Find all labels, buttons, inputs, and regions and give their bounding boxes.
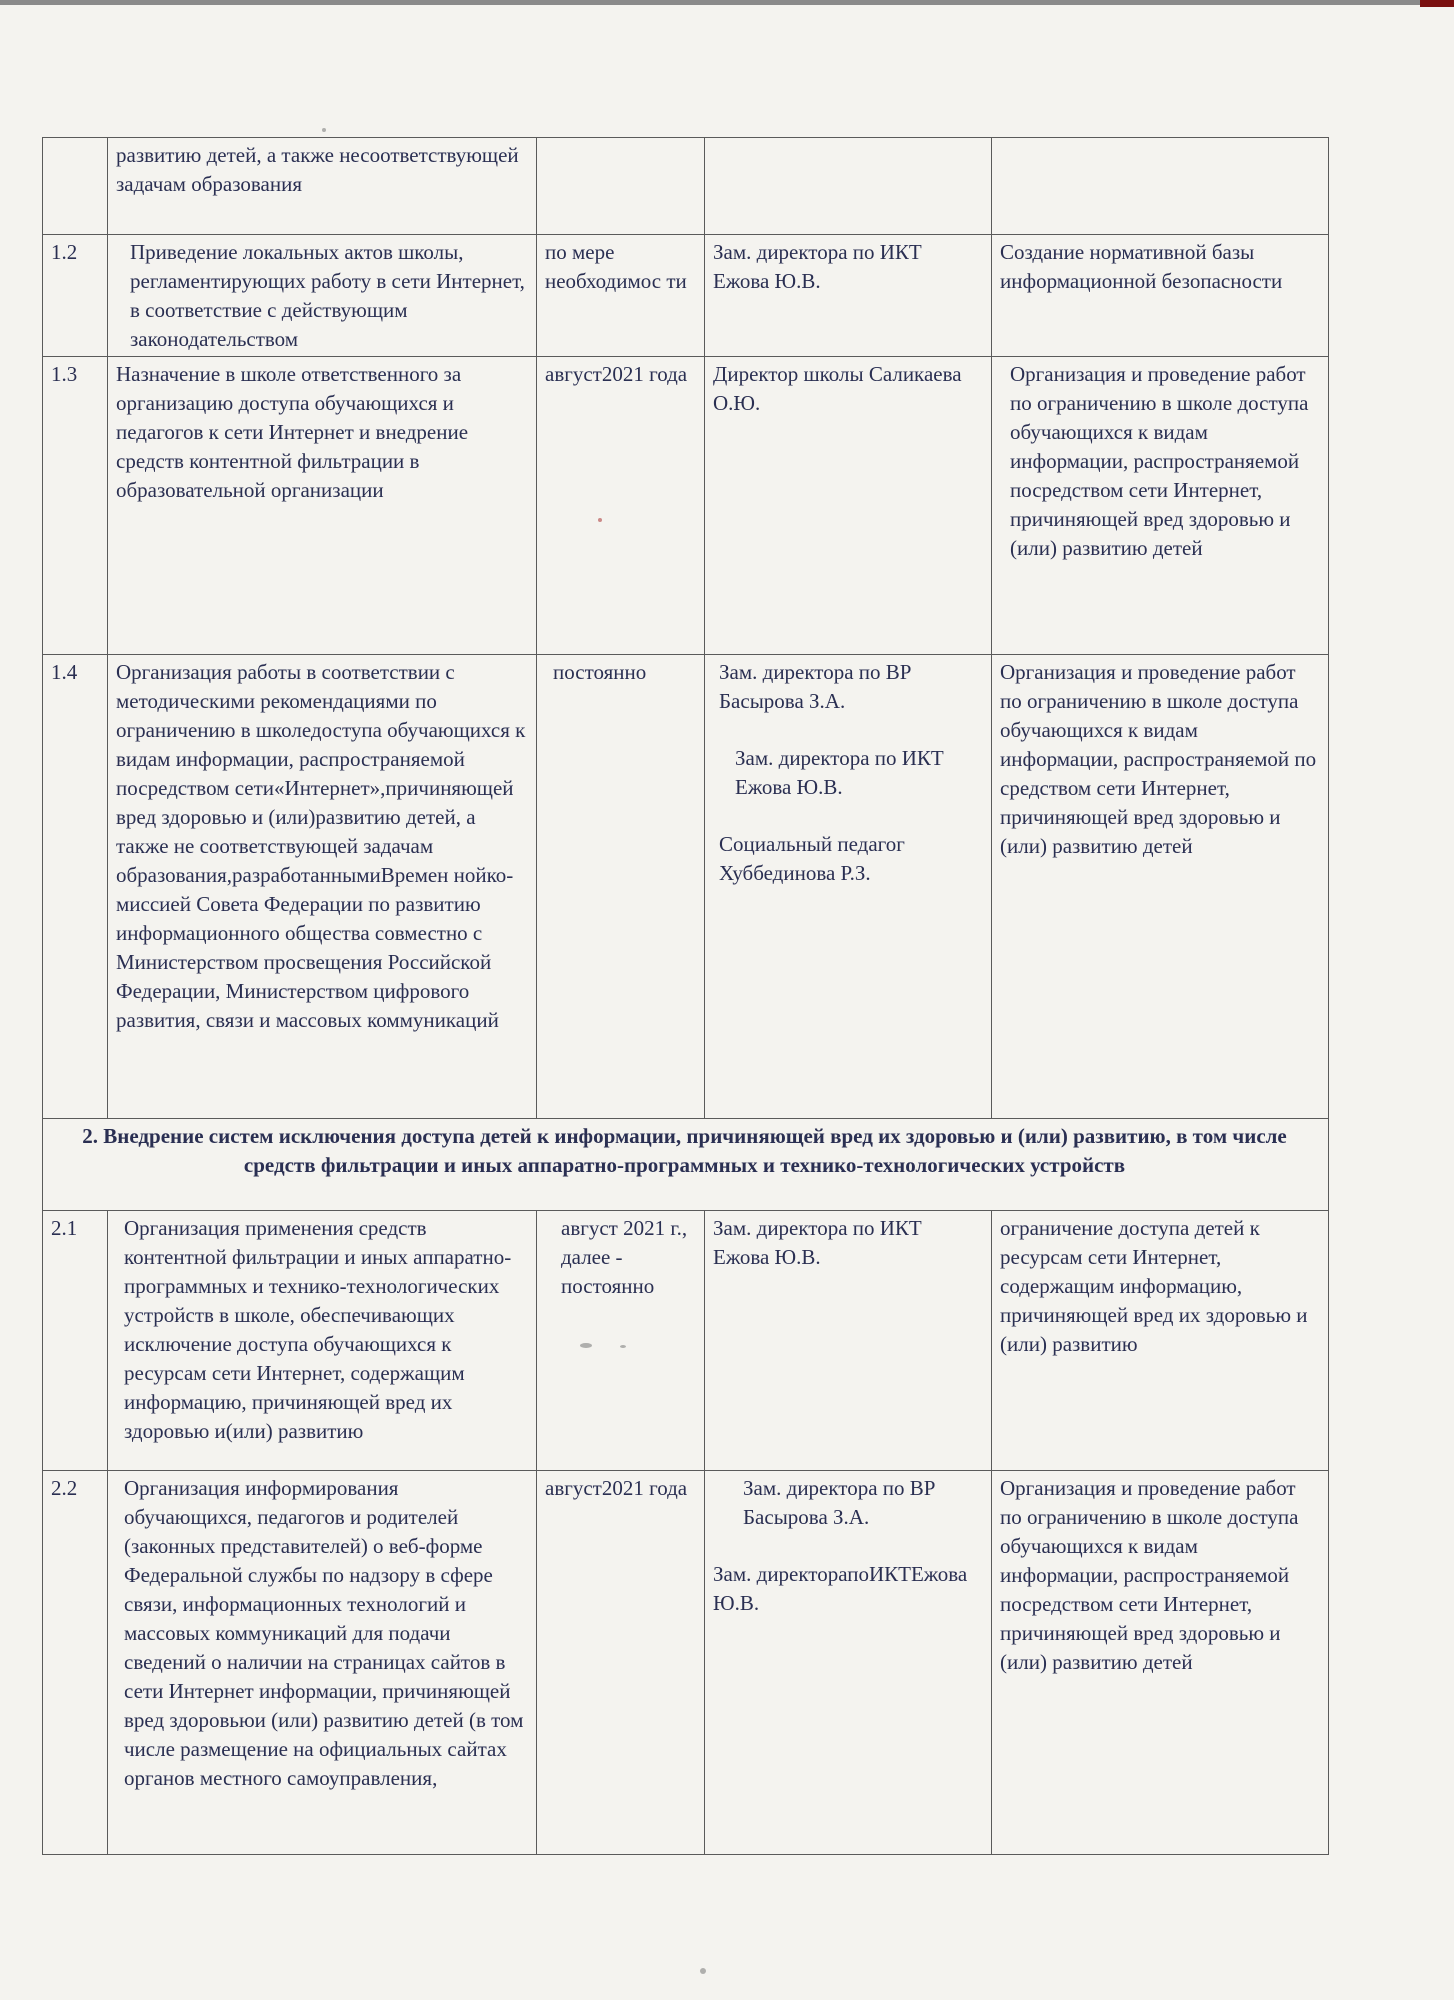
scan-speck <box>322 128 326 132</box>
term-cell: август2021 года <box>537 1470 705 1854</box>
table-row <box>43 356 1329 654</box>
responsible-person: Директор школы Саликаева О.Ю. <box>713 361 962 415</box>
activity-cell: Организация работы в соответствии с методическими рекомендациями по ограничению в школедоступа обучающихся к видам информации, распространяемой посредством сети«Интернет»,причиняющей вред здоровью и (или)развитию детей, а также не соответствующей задачам образования,разработаннымиВремен нойко-миссией Совета Федерации по развитию информационного общества совместно с Министерством просвещения Российской Федерации, Министерством цифрового развития, связи и массовых коммуникаций <box>108 654 537 1118</box>
term-cell <box>537 138 705 235</box>
responsible-person: Социальный педагог Хуббединова Р.З. <box>719 831 905 885</box>
responsible-person: Зам. директора по ИКТ Ежова Ю.В. <box>713 1215 922 1269</box>
responsible-cell <box>705 1470 992 1854</box>
responsible-cell <box>705 235 992 357</box>
action-plan-table <box>42 137 1329 1855</box>
responsible-cell <box>705 356 992 654</box>
row-number: 1.3 <box>43 356 108 654</box>
result-cell: Организация и проведение работ по ограничению в школе доступа обучающихся к видам информации, распространяемой посредством сети Интернет, причиняющей вред здоровью и (или) развитию детей <box>992 356 1329 654</box>
responsible-person: Зам. директора по ВР Басырова З.А. <box>743 1475 936 1529</box>
row-number: 2.2 <box>43 1470 108 1854</box>
activity-cell: Организация информирования обучающихся, педагогов и родителей (законных представителей) о веб-форме Федеральной службы по надзору в сфере связи, информационных технологий и массовых коммуникаций для подачи сведений о наличии на страницах сайтов в сети Интернет информации, причиняющей вред здоровьюи (или) развитию детей (в том числе размещение на официальных сайтах органов местного самоуправления, <box>108 1470 537 1854</box>
term-cell: август2021 года <box>537 356 705 654</box>
result-cell: Создание нормативной базы информационной безопасности <box>992 235 1329 357</box>
activity-cell: развитию детей, а также несоответствующей задачам образования <box>108 138 537 235</box>
activity-cell: Приведение локальных актов школы, регламентирующих работу в сети Интернет, в соответствие с действующим законодательством <box>108 235 537 357</box>
row-number: 1.4 <box>43 654 108 1118</box>
responsible-person: Зам. директора по ВР Басырова З.А. <box>719 659 912 713</box>
section-header-row <box>43 1118 1329 1210</box>
result-cell: ограничение доступа детей к ресурсам сети Интернет, содержащим информацию, причиняющей вред их здоровью и (или) развитию <box>992 1210 1329 1470</box>
activity-cell: Организация применения средств контентной фильтрации и иных аппаратно-программных и технико-технологических устройств в школе, обеспечивающих исключение доступа обучающихся к ресурсам сети Интернет, содержащим информацию, причиняющей вред их здоровью и(или) развитию <box>108 1210 537 1470</box>
row-number: 2.1 <box>43 1210 108 1470</box>
term-cell: август 2021 г., далее - постоянно <box>537 1210 705 1470</box>
result-cell <box>992 138 1329 235</box>
row-number: 1.2 <box>43 235 108 357</box>
responsible-cell <box>705 138 992 235</box>
section-title: 2. Внедрение систем исключения доступа детей к информации, причиняющей вред их здоровью и (или) развитию, в том числе средств фильтрации и иных аппаратно-программных и технико-технологических устройств <box>43 1118 1329 1210</box>
term-cell: по мере необходимос ти <box>537 235 705 357</box>
responsible-person: Зам. директора по ИКТ Ежова Ю.В. <box>713 240 922 293</box>
term-cell: постоянно <box>537 654 705 1118</box>
scan-edge-mark <box>1420 0 1454 7</box>
row-number <box>43 138 108 235</box>
responsible-cell <box>705 1210 992 1470</box>
table-row <box>43 1470 1329 1854</box>
table-row <box>43 235 1329 357</box>
result-cell: Организация и проведение работ по ограничению в школе доступа обучающихся к видам информации, распространяемой по средством сети Интернет, причиняющей вред здоровью и (или) развитию детей <box>992 654 1329 1118</box>
responsible-cell <box>705 654 992 1118</box>
scan-speck <box>700 1968 706 1974</box>
scan-edge-line <box>0 0 1454 5</box>
responsible-person: Зам. директора по ИКТ Ежова Ю.В. <box>735 745 944 799</box>
responsible-person: Зам. директорапоИКТЕжова Ю.В. <box>713 1561 968 1615</box>
table-row <box>43 138 1329 235</box>
activity-cell: Назначение в школе ответственного за организацию доступа обучающихся и педагогов к сети Интернет и внедрение средств контентной фильтрации в образовательной организации <box>108 356 537 654</box>
table-row <box>43 1210 1329 1470</box>
table-row <box>43 654 1329 1118</box>
result-cell: Организация и проведение работ по ограничению в школе доступа обучающихся к видам информации, распространяемой посредством сети Интернет, причиняющей вред здоровью и (или) развитию детей <box>992 1470 1329 1854</box>
